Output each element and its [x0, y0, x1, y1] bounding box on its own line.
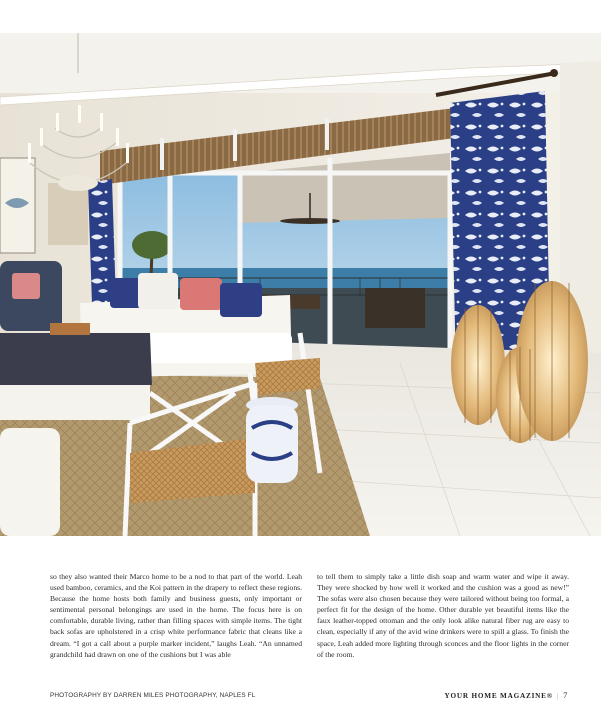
article-column-right: to tell them to simply take a little dish soap and warm water and wipe it away. They were shocked by how well it worked and the cushion was a good as new!” The sofas were also chosen because they were tailored without being too formal, a perfect fit for the design of the home. Other durable yet beautiful items like the faux leather-topped ottoman and the only look alike natural fiber rug are easy to clean, especially if any of the avid wine drinkers were to spill a glass. To finish the space, Leah added more lighting through sconces and the floor lights in the corner of the room.	[317, 572, 569, 659]
article-column-left: so they also wanted their Marco home to be a nod to that part of the world. Leah used bamboo, ceramics, and the Koi pattern in the drapery to reflect these regions. Because the home hosts both family and business guests, only important or sentimental personal belongings are used in the home. The focus here is on comfortable, durable living, rather than filling spaces with simple items. The tight back sofas are upholstered in a crisp white performance fabric that cleans like a dream. “I got a call about a purple marker incident,” laughs Leah. “An unnamed grandchild had drawn on one of the cushions but I was able	[50, 572, 302, 659]
magazine-name: YOUR HOME MAGAZINE®	[444, 692, 553, 700]
page-folio	[445, 691, 568, 700]
folio-separator: |	[556, 692, 560, 700]
interior-photo	[0, 33, 601, 536]
page-number: 7	[563, 691, 568, 700]
photo-credit: PHOTOGRAPHY BY DARREN MILES PHOTOGRAPHY, NAPLES FL	[50, 692, 256, 699]
